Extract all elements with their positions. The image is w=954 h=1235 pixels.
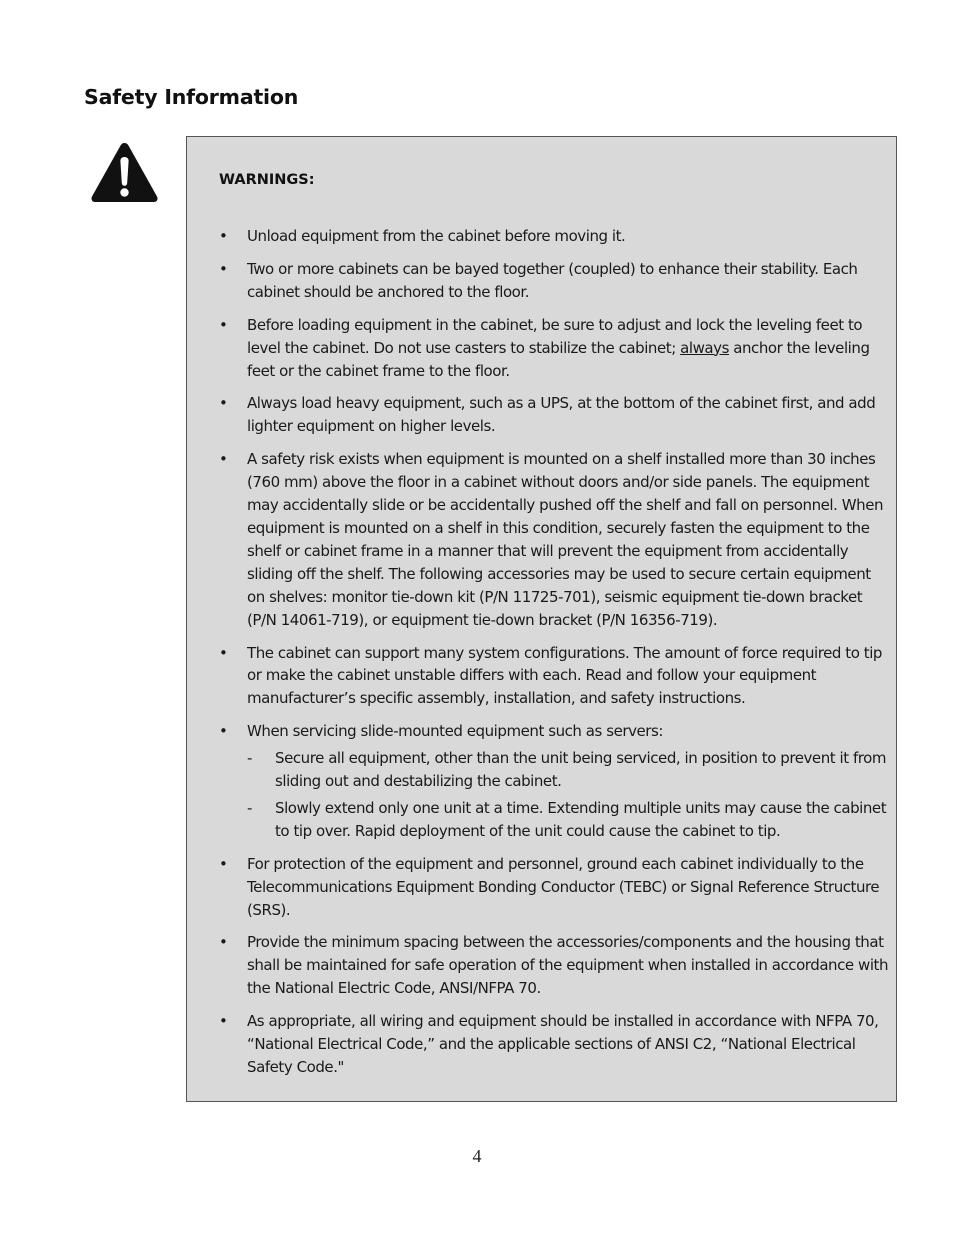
warning-item [187,720,898,843]
page-heading: Safety Information [84,85,299,109]
bullet: • [219,227,228,245]
warning-triangle-icon [90,141,159,203]
warning-item [187,225,898,248]
warning-item [187,258,898,304]
subitem-text: Secure all equipment, other than the unit being serviced, in position to prevent it from sliding out and destabilizing the cabinet. [275,749,887,791]
warning-item [187,1010,898,1079]
warning-text-end: anchor the leveling feet or the cabinet frame to the floor. [247,338,870,380]
emphasis-always: always [680,338,729,357]
bullet: • [219,315,228,334]
warning-text: Unload equipment from the cabinet before moving it. [247,227,626,245]
bullet: • [219,643,228,662]
warning-item [187,314,898,383]
dash: - [247,798,252,817]
warning-text-start: Before loading equipment in the cabinet, be sure to adjust and lock the leveling feet to level the cabinet. Do not use casters to stabilize the cabinet; [247,315,863,357]
warning-item [187,448,898,631]
warnings-title: WARNINGS: [219,172,315,188]
bullet: • [219,854,228,873]
warning-item [187,931,898,1000]
bullet: • [219,933,228,952]
warning-item [187,392,898,438]
warning-text: Provide the minimum spacing between the accessories/components and the housing that shall be maintained for safe operation of the equipment when installed in accordance with the National Electric Code, ANSI/NFPA 70. [247,933,889,998]
warning-text: Always load heavy equipment, such as a UPS, at the bottom of the cabinet first, and add lighter equipment on higher levels. [247,394,876,436]
bullet: • [219,722,228,741]
warning-subitem [247,747,890,793]
bullet: • [219,394,228,413]
warning-text: A safety risk exists when equipment is mounted on a shelf installed more than 30 inches (760 mm) above the floor in a cabinet without doors and/or side panels. The equipment may accidentally slide or be accidentally pushed off the shelf and fall on personnel. When equipment is mounted on a shelf in this condition, securely fasten the equipment to the shelf or cabinet frame in a manner that will prevent the equipment from accidentally sliding off the shelf. The following accessories may be used to secure certain equipment on shelves: monitor tie-down kit (P/N 11725-701), seismic equipment tie-down bracket (P/N 14061-719), or equipment tie-down bracket (P/N 16356-719). [247,450,884,629]
warnings-list [187,225,898,1089]
warning-text: For protection of the equipment and personnel, ground each cabinet individually to the Telecommunications Equipment Bonding Conductor (TEBC) or Signal Reference Structure (SRS). [247,854,880,919]
warning-text: Two or more cabinets can be bayed together (coupled) to enhance their stability. Each cabinet should be anchored to the floor. [247,259,858,301]
bullet: • [219,1012,228,1031]
dash: - [247,749,252,768]
warning-text: As appropriate, all wiring and equipment should be installed in accordance with NFPA 70, “National Electrical Code,” and the applicable sections of ANSI C2, “National Electrical Safety Code." [247,1012,879,1076]
warning-item [187,642,898,711]
warning-subitem [247,797,890,843]
warning-text: When servicing slide-mounted equipment such as servers: [247,722,663,741]
warnings-box [186,136,897,1102]
warning-item [187,853,898,922]
bullet: • [219,259,228,278]
warning-text: The cabinet can support many system configurations. The amount of force required to tip or make the cabinet unstable differs with each. Read and follow your equipment manufacturer’s specific assembly, installation, and safety instructions. [247,643,882,708]
bullet: • [219,450,228,469]
subitem-text: Slowly extend only one unit at a time. Extending multiple units may cause the cabinet to tip over. Rapid deployment of the unit could cause the cabinet to tip. [275,798,887,840]
page-number: 4 [472,1146,482,1166]
